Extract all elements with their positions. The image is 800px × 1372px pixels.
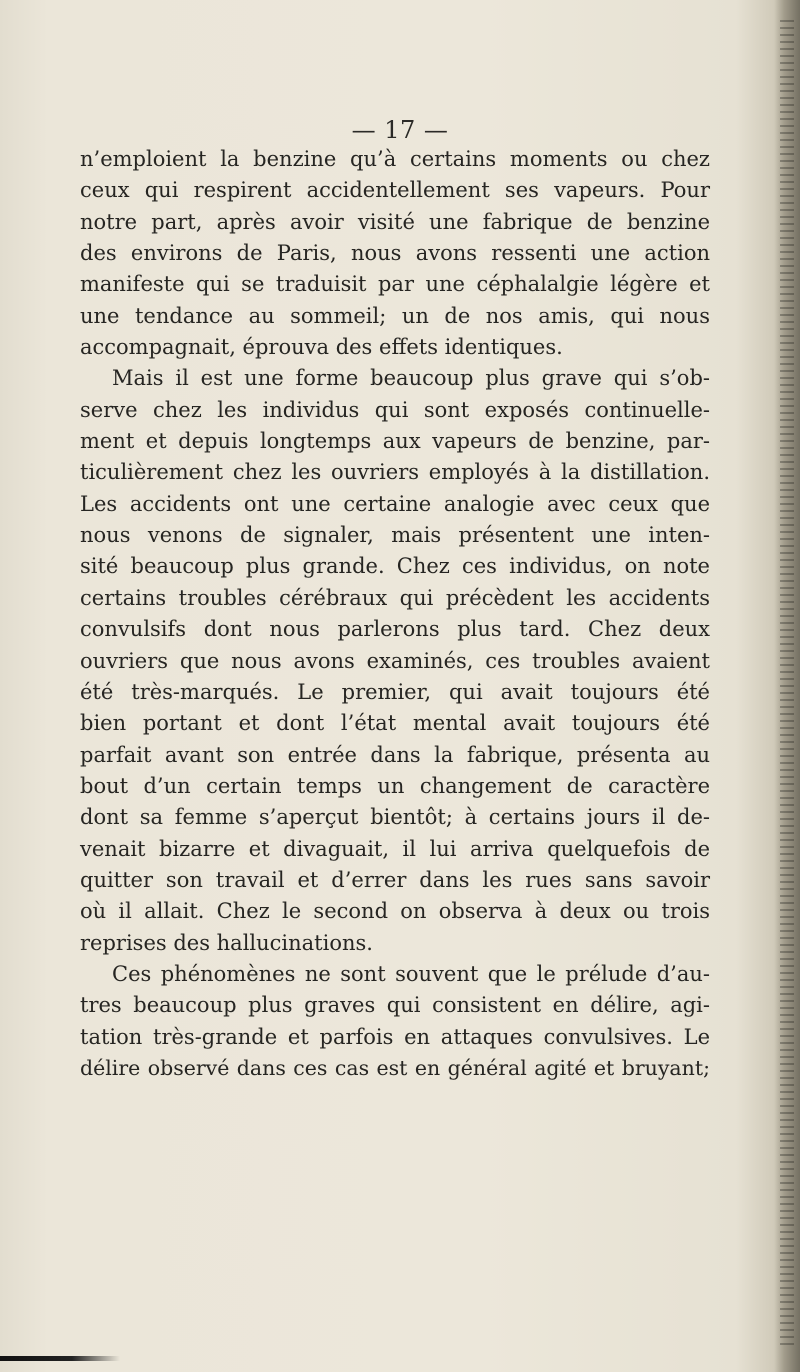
- text-line: tation très-grande et parfois en attaques convulsives. Le: [80, 1024, 710, 1049]
- text-line: Ces phénomènes ne sont souvent que le prélude d’au-: [112, 961, 710, 986]
- text-line: été très-marqués. Le premier, qui avait toujours été: [80, 679, 710, 704]
- text-line: tres beaucoup plus graves qui consistent en délire, agi-: [80, 993, 710, 1018]
- text-line: notre part, après avoir visité une fabrique de benzine: [80, 209, 710, 234]
- text-line: venait bizarre et divaguait, il lui arriva quelquefois de: [80, 836, 710, 861]
- text-line: ceux qui respirent accidentellement ses vapeurs. Pour: [80, 178, 710, 203]
- text-line: sité beaucoup plus grande. Chez ces individus, on note: [80, 554, 710, 579]
- text-line: une tendance au sommeil; un de nos amis, qui nous: [80, 303, 710, 328]
- text-line: Les accidents ont une certaine analogie avec ceux que: [80, 491, 710, 516]
- text-line: ment et depuis longtemps aux vapeurs de benzine, par-: [80, 429, 710, 454]
- page-number: — 17 —: [351, 116, 449, 144]
- text-line: certains troubles cérébraux qui précèdent les accidents: [80, 585, 710, 610]
- text-line: bien portant et dont l’état mental avait toujours été: [80, 711, 710, 736]
- text-line: bout d’un certain temps un changement de caractère: [80, 773, 710, 798]
- binding-edge: [780, 20, 794, 1350]
- text-line: manifeste qui se traduisit par une céphalalgie légère et: [80, 272, 710, 297]
- text-line: des environs de Paris, nous avons ressenti une action: [80, 241, 710, 266]
- text-line: nous venons de signaler, mais présentent une inten-: [80, 523, 710, 548]
- text-line: accompagnait, éprouva des effets identiques.: [80, 335, 563, 360]
- text-line: délire observé dans ces cas est en général agité et bruyant;: [80, 1055, 710, 1080]
- text-line: n’emploient la benzine qu’à certains moments ou chez: [80, 147, 710, 171]
- text-line: où il allait. Chez le second on observa à deux ou trois: [80, 899, 710, 924]
- text-line: ouvriers que nous avons examinés, ces troubles avaient: [80, 648, 710, 673]
- ink-mark: [0, 1356, 120, 1361]
- text-line: quitter son travail et d’errer dans les rues sans savoir: [80, 867, 710, 892]
- body-text: [80, 144, 710, 1084]
- text-line: ticulièrement chez les ouvriers employés à la distillation.: [80, 460, 710, 485]
- text-line: reprises des hallucinations.: [80, 930, 373, 955]
- text-line: dont sa femme s’aperçut bientôt; à certains jours il de-: [80, 805, 710, 830]
- text-line: convulsifs dont nous parlerons plus tard. Chez deux: [80, 617, 710, 642]
- text-line: parfait avant son entrée dans la fabrique, présenta au: [80, 742, 710, 767]
- text-line: serve chez les individus qui sont exposés continuelle-: [80, 397, 710, 422]
- text-line: Mais il est une forme beaucoup plus grave qui s’ob-: [112, 366, 710, 391]
